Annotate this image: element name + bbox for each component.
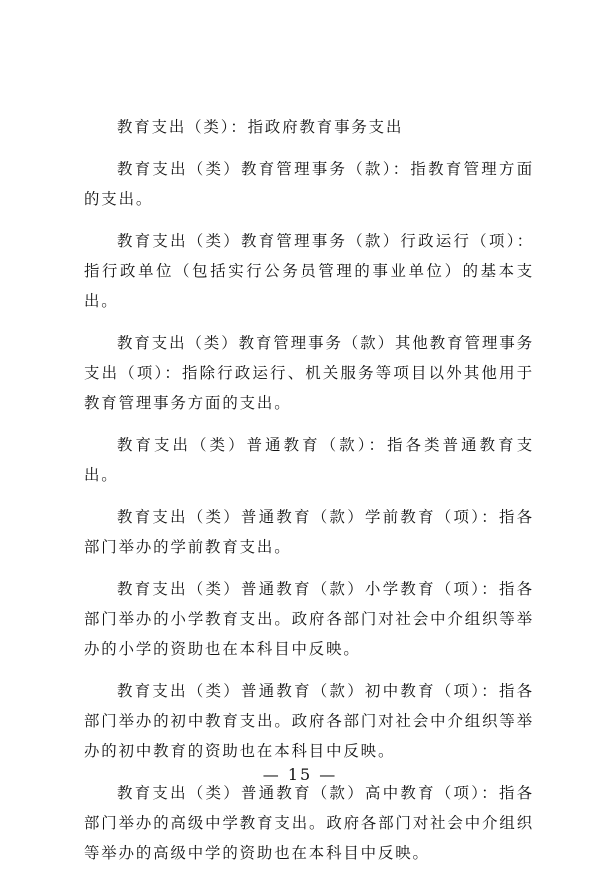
paragraph-general-education: 教育支出（类）普通教育（款）：指各类普通教育支出。 bbox=[84, 436, 534, 484]
paragraph-education-management: 教育支出（类）教育管理事务（款）：指教育管理方面的支出。 bbox=[84, 160, 534, 208]
paragraph-primary-education: 教育支出（类）普通教育（款）小学教育（项）：指各部门举办的小学教育支出。政府各部门对社会中介组织等举办的小学的资助也在本科目中反映。 bbox=[84, 580, 534, 658]
page-number: — 15 — bbox=[262, 765, 338, 784]
paragraph-preschool-education: 教育支出（类）普通教育（款）学前教育（项）：指各部门举办的学前教育支出。 bbox=[84, 508, 534, 556]
paragraph-education-expenditure: 教育支出（类）：指政府教育事务支出 bbox=[117, 118, 404, 136]
paragraph-other-management-expenditure: 教育支出（类）教育管理事务（款）其他教育管理事务支出（项）：指除行政运行、机关服务等项目以外其他用于教育管理事务方面的支出。 bbox=[84, 334, 534, 412]
paragraph-junior-high-education: 教育支出（类）普通教育（款）初中教育（项）：指各部门举办的初中教育支出。政府各部门对社会中介组织等举办的初中教育的资助也在本科目中反映。 bbox=[84, 682, 534, 760]
paragraph-senior-high-education: 教育支出（类）普通教育（款）高中教育（项）：指各部门举办的高级中学教育支出。政府各部门对社会中介组织等举办的高级中学的资助也在本科目中反映。 bbox=[84, 784, 534, 862]
paragraph-administrative-operation: 教育支出（类）教育管理事务（款）行政运行（项）：指行政单位（包括实行公务员管理的事业单位）的基本支出。 bbox=[84, 232, 534, 310]
